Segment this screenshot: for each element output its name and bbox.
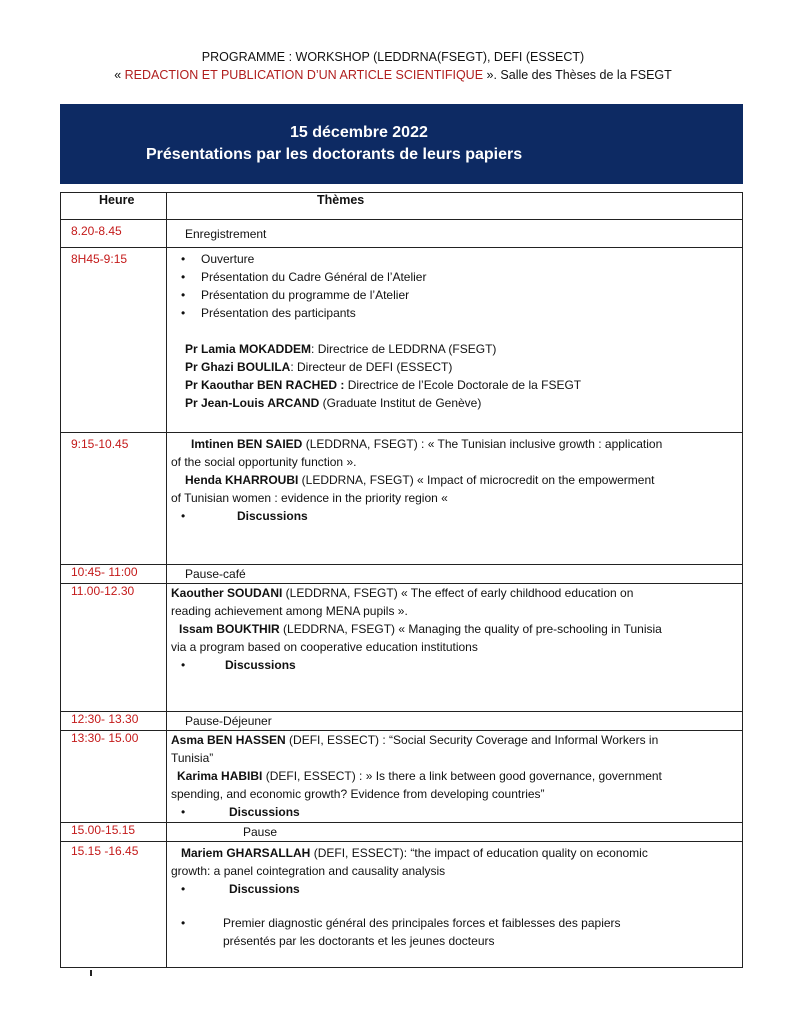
row-time: 13:30- 15.00 — [61, 731, 167, 823]
paper-title: (LEDDRNA, FSEGT) « Impact of microcredit on the empowerment — [298, 473, 655, 487]
table-row — [61, 842, 743, 968]
workshop-title: REDACTION ET PUBLICATION D’UN ARTICLE SCIENTIFIQUE — [124, 68, 484, 82]
header-quote-open: « — [114, 68, 125, 82]
paper-line-cont: reading achievement among MENA pupils ». — [171, 604, 408, 618]
paper-line — [171, 471, 742, 489]
discussion-label: Discussions — [229, 882, 300, 896]
author-name: Imtinen BEN SAIED — [191, 437, 303, 451]
programme-table — [60, 192, 743, 968]
row-time: 15.00-15.15 — [61, 823, 167, 842]
participant-role: : Directrice de LEDDRNA (FSEGT) — [311, 342, 497, 356]
page-mark — [90, 970, 92, 976]
discussion-label: Discussions — [229, 805, 300, 819]
paper-line-cont: spending, and economic growth? Evidence from developing countries” — [171, 787, 545, 801]
participant-role: : Directeur de DEFI (ESSECT) — [290, 360, 453, 374]
participant-role: (Graduate Institut de Genève) — [319, 396, 482, 410]
participant-name: Pr Lamia MOKADDEM — [185, 342, 312, 356]
discussion-label: Discussions — [237, 509, 308, 523]
theme-text: Pause-Déjeuner — [185, 714, 272, 728]
paper-line — [171, 584, 742, 602]
paper-line-cont: of Tunisian women : evidence in the priority region « — [171, 491, 448, 505]
table-row — [61, 712, 743, 731]
row-time: 10:45- 11:00 — [61, 565, 167, 584]
row-theme — [167, 731, 743, 823]
table-row — [61, 731, 743, 823]
discussion-item — [171, 507, 742, 525]
row-time: 11.00-12.30 — [61, 584, 167, 712]
paper-title: (LEDDRNA, FSEGT) « The effect of early childhood education on — [282, 586, 634, 600]
paper-line — [171, 844, 742, 862]
header-venue: ». Salle des Thèses de la FSEGT — [483, 68, 672, 82]
paper-title: (LEDDRNA, FSEGT) : « The Tunisian inclusive growth : application — [302, 437, 663, 451]
row-theme — [167, 433, 743, 565]
row-theme — [167, 712, 743, 731]
participant-name: Pr Jean-Louis ARCAND — [185, 396, 320, 410]
header-line-2 — [0, 66, 786, 84]
paper-title: (DEFI, ESSECT) : » Is there a link between good governance, government — [262, 769, 662, 783]
table-row — [61, 584, 743, 712]
theme-text: Pause — [243, 825, 278, 839]
document-header — [0, 48, 786, 84]
paper-line-cont: growth: a panel cointegration and causality analysis — [171, 864, 446, 878]
participant-role: Directrice de l’Ecole Doctorale de la FSEGT — [344, 378, 582, 392]
paper-title: (LEDDRNA, FSEGT) « Managing the quality of pre-schooling in Tunisia — [279, 622, 662, 636]
paper-title: (DEFI, ESSECT) : “Social Security Coverage and Informal Workers in — [285, 733, 659, 747]
table-header-row — [61, 193, 743, 220]
row-theme — [167, 220, 743, 248]
row-time: 15.15 -16.45 — [61, 842, 167, 968]
row-theme — [167, 565, 743, 584]
header-line-1: PROGRAMME : WORKSHOP (LEDDRNA(FSEGT), DEFI (ESSECT) — [201, 50, 585, 64]
row-theme — [167, 584, 743, 712]
row-time: 9:15-10.45 — [61, 433, 167, 565]
paper-line-cont: via a program based on cooperative education institutions — [171, 640, 478, 654]
participant-line — [171, 394, 742, 412]
author-name: Asma BEN HASSEN — [171, 733, 286, 747]
author-name: Issam BOUKTHIR — [179, 622, 280, 636]
participant-name: Pr Kaouthar BEN RACHED : — [185, 378, 345, 392]
banner-date: 15 décembre 2022 — [290, 124, 428, 141]
final-bullet-cont: présentés par les doctorants et les jeunes docteurs — [223, 934, 495, 948]
row-theme — [167, 842, 743, 968]
banner-subtitle: Présentations par les doctorants de leurs papiers — [146, 146, 523, 163]
row-time: 12:30- 13.30 — [61, 712, 167, 731]
row-theme — [167, 248, 743, 433]
participant-line — [171, 340, 742, 358]
paper-line-cont: Tunisia” — [171, 751, 214, 765]
final-bullet: • Premier diagnostic général des principales forces et faiblesses des papiers — [171, 914, 742, 932]
row-time: 8H45-9:15 — [61, 248, 167, 433]
paper-line-cont: of the social opportunity function ». — [171, 455, 357, 469]
table-row — [61, 248, 743, 433]
paper-line — [171, 767, 742, 785]
table-row — [61, 433, 743, 565]
theme-text: Pause-café — [185, 567, 246, 581]
column-header-heure: Heure — [61, 193, 167, 220]
bullet-item: • Présentation des participants — [171, 304, 742, 322]
participant-line — [171, 376, 742, 394]
participant-name: Pr Ghazi BOULILA — [185, 360, 291, 374]
theme-text: Enregistrement — [185, 227, 267, 241]
bullet-item: • Présentation du programme de l’Atelier — [171, 286, 742, 304]
participant-line — [171, 358, 742, 376]
paper-line — [171, 620, 742, 638]
discussion-item — [171, 803, 742, 821]
table-row — [61, 220, 743, 248]
table-row — [61, 823, 743, 842]
title-banner — [60, 104, 743, 184]
paper-title: (DEFI, ESSECT): “the impact of education quality on economic — [310, 846, 648, 860]
author-name: Mariem GHARSALLAH — [181, 846, 311, 860]
discussion-item — [171, 880, 742, 898]
author-name: Karima HABIBI — [177, 769, 263, 783]
paper-line — [171, 435, 742, 453]
author-name: Henda KHARROUBI — [185, 473, 299, 487]
paper-line — [171, 731, 742, 749]
row-time: 8.20-8.45 — [61, 220, 167, 248]
discussion-label: Discussions — [225, 658, 296, 672]
discussion-item — [171, 656, 742, 674]
row-theme — [167, 823, 743, 842]
column-header-themes: Thèmes — [167, 193, 743, 220]
bullet-item: • Ouverture — [171, 250, 742, 268]
table-row — [61, 565, 743, 584]
bullet-item: • Présentation du Cadre Général de l’Atelier — [171, 268, 742, 286]
author-name: Kaouther SOUDANI — [171, 586, 283, 600]
